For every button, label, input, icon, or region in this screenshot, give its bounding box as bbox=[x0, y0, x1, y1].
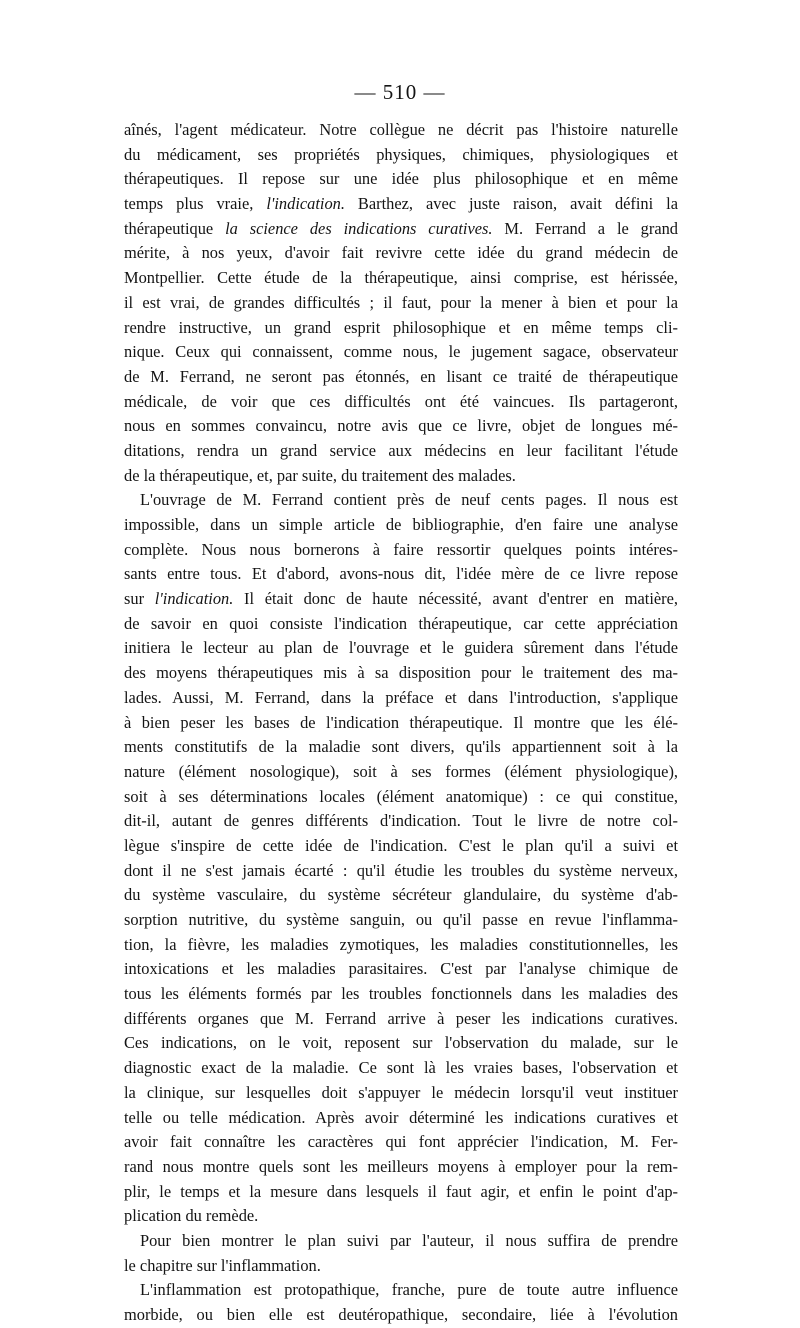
text-run: L'ouvrage de M. Ferrand contient près de neuf cents pages. Il nous est bbox=[140, 490, 678, 510]
text-run: impossible, dans un simple article de bibliographie, d'en faire une analyse bbox=[124, 515, 678, 534]
text-run: plication du remède. bbox=[124, 1206, 259, 1226]
text-line bbox=[124, 711, 678, 736]
text-run: thérapeutique bbox=[124, 218, 226, 238]
text-run: Barthez, avec juste raison, avait défini la bbox=[344, 194, 678, 214]
text-run: nique. Ceux qui connaissent, comme nous, le jugement sagace, observateur bbox=[124, 342, 678, 362]
text-line bbox=[124, 1155, 678, 1180]
text-run: sants entre tous. Et d'abord, avons-nous dit, l'idée mère de ce livre repose bbox=[124, 564, 678, 584]
text-line bbox=[124, 217, 678, 242]
text-run: avoir fait connaître les caractères qui font apprécier l'indication, M. Fer- bbox=[124, 1132, 678, 1152]
text-run: ditations, rendra un grand service aux médecins en leur facilitant l'étude bbox=[124, 440, 678, 460]
text-run: temps plus vraie, bbox=[124, 194, 267, 214]
text-line bbox=[124, 1007, 678, 1032]
text-line bbox=[124, 760, 678, 785]
text-run: ments constitutifs de la maladie sont divers, qu'ils appartiennent soit à la bbox=[124, 737, 678, 757]
text-run: du médicament, ses propriétés physiques, chimiques, physiologiques et bbox=[124, 144, 678, 164]
text-run: tous les éléments formés par les troubles fonctionnels dans les maladies des bbox=[124, 984, 678, 1004]
text-line bbox=[124, 587, 678, 612]
text-run: L'inflammation est protopathique, franche, pure de toute autre influence bbox=[140, 1280, 678, 1300]
text-line bbox=[124, 1180, 678, 1205]
text-run: plir, le temps et la mesure dans lesquels il faut agir, et enfin le point d'ap- bbox=[124, 1181, 678, 1201]
text-line bbox=[124, 1130, 678, 1155]
text-line bbox=[124, 167, 678, 192]
text-line bbox=[124, 390, 678, 415]
paragraph bbox=[124, 488, 678, 1229]
text-line bbox=[124, 834, 678, 859]
text-line bbox=[124, 982, 678, 1007]
text-run: diagnostic exact de la maladie. Ce sont là les vraies bases, l'observation et bbox=[124, 1058, 678, 1078]
text-line bbox=[124, 143, 678, 168]
text-line bbox=[124, 439, 678, 464]
text-run: tion, la fièvre, les maladies zymotiques, les maladies constitutionnelles, les bbox=[124, 934, 678, 954]
text-line bbox=[124, 1106, 678, 1131]
text-run: rand nous montre quels sont les meilleurs moyens à employer pour la rem- bbox=[124, 1156, 678, 1176]
text-run: dit-il, autant de genres différents d'indication. Tout le livre de notre col- bbox=[124, 811, 678, 831]
text-line bbox=[124, 1081, 678, 1106]
text-line bbox=[124, 933, 678, 958]
paragraph bbox=[124, 1278, 678, 1327]
text-run: lègue s'inspire de cette idée de l'indication. C'est le plan qu'il a suivi et bbox=[124, 835, 678, 855]
text-run: lades. Aussi, M. Ferrand, dans la préface et dans l'introduction, s'applique bbox=[124, 687, 678, 707]
text-line bbox=[124, 661, 678, 686]
text-line bbox=[124, 464, 678, 489]
text-line bbox=[124, 1254, 678, 1279]
text-line bbox=[124, 612, 678, 637]
text-line bbox=[124, 1031, 678, 1056]
text-line bbox=[124, 414, 678, 439]
text-line bbox=[124, 1056, 678, 1081]
text-run: morbide, ou bien elle est deutéropathique, secondaire, liée à l'évolution bbox=[124, 1305, 678, 1324]
text-run: M. Ferrand a le grand bbox=[492, 218, 678, 238]
text-line bbox=[124, 686, 678, 711]
text-line bbox=[124, 957, 678, 982]
body-text bbox=[124, 118, 678, 1328]
text-run: Il était donc de haute nécessité, avant d'entrer en matière, bbox=[233, 589, 678, 609]
text-run: sorption nutritive, du système sanguin, ou qu'il passe en revue l'inflamma- bbox=[124, 910, 678, 929]
italic-text-run: l'indication. bbox=[266, 194, 345, 214]
text-run: de la thérapeutique, et, par suite, du traitement des malades. bbox=[124, 465, 516, 485]
text-run: intoxications et les maladies parasitaires. C'est par l'analyse chimique de bbox=[124, 959, 678, 979]
text-line bbox=[124, 562, 678, 587]
text-line bbox=[124, 118, 678, 143]
text-line bbox=[124, 809, 678, 834]
text-run: nous en sommes convaincu, notre avis que ce livre, objet de longues mé- bbox=[124, 416, 678, 436]
text-run: Pour bien montrer le plan suivi par l'auteur, il nous suffira de prendre bbox=[140, 1230, 678, 1250]
text-line bbox=[124, 241, 678, 266]
text-line bbox=[124, 340, 678, 365]
text-run: à bien peser les bases de l'indication thérapeutique. Il montre que les élé- bbox=[124, 712, 678, 732]
paragraph bbox=[124, 118, 678, 488]
page-number: — 510 — bbox=[354, 80, 446, 104]
text-run: de savoir en quoi consiste l'indication thérapeutique, car cette appréciation bbox=[124, 613, 678, 633]
text-run: de M. Ferrand, ne seront pas étonnés, en lisant ce traité de thérapeutique bbox=[124, 366, 678, 386]
text-line bbox=[124, 488, 678, 513]
paragraph bbox=[124, 1229, 678, 1278]
text-run: nature (élément nosologique), soit à ses formes (élément physiologique), bbox=[124, 761, 678, 781]
text-line bbox=[124, 192, 678, 217]
text-line bbox=[124, 859, 678, 884]
text-run: sur bbox=[124, 589, 155, 609]
text-run: du système vasculaire, du système sécréteur glandulaire, du système d'ab- bbox=[124, 885, 678, 905]
text-run: telle ou telle médication. Après avoir déterminé les indications curatives et bbox=[124, 1107, 678, 1127]
text-line bbox=[124, 538, 678, 563]
text-run: soit à ses déterminations locales (élément anatomique) : ce qui constitue, bbox=[124, 786, 678, 806]
text-line bbox=[124, 785, 678, 810]
text-line bbox=[124, 365, 678, 390]
text-line bbox=[124, 316, 678, 341]
text-run: initiera le lecteur au plan de l'ouvrage et le guidera sûrement dans l'étude bbox=[124, 638, 678, 658]
text-line bbox=[124, 513, 678, 538]
text-run: mérite, à nos yeux, d'avoir fait revivre cette idée du grand médecin de bbox=[124, 243, 678, 263]
text-line bbox=[124, 1204, 678, 1229]
text-line bbox=[124, 735, 678, 760]
text-run: thérapeutiques. Il repose sur une idée plus philosophique et en même bbox=[124, 169, 678, 189]
text-run: la clinique, sur lesquelles doit s'appuyer le médecin lorsqu'il veut instituer bbox=[124, 1082, 678, 1102]
text-line bbox=[124, 883, 678, 908]
text-run: aînés, l'agent médicateur. Notre collègue ne décrit pas l'histoire naturelle bbox=[124, 120, 678, 139]
italic-text-run: la science des indications curatives. bbox=[225, 218, 493, 238]
text-run: complète. Nous nous bornerons à faire ressortir quelques points intéres- bbox=[124, 539, 678, 559]
text-line bbox=[124, 291, 678, 316]
text-line bbox=[124, 1278, 678, 1303]
text-line bbox=[124, 1229, 678, 1254]
text-run: dont il ne s'est jamais écarté : qu'il étudie les troubles du système nerveux, bbox=[124, 860, 678, 880]
text-run: rendre instructive, un grand esprit philosophique et en même temps cli- bbox=[124, 317, 678, 337]
text-line bbox=[124, 1303, 678, 1328]
text-run: Ces indications, on le voit, reposent sur l'observation du malade, sur le bbox=[124, 1033, 678, 1053]
text-run: différents organes que M. Ferrand arrive à peser les indications curatives. bbox=[124, 1008, 678, 1028]
text-run: il est vrai, de grandes difficultés ; il faut, pour la mener à bien et pour la bbox=[124, 292, 678, 312]
text-line bbox=[124, 266, 678, 291]
text-line bbox=[124, 908, 678, 933]
italic-text-run: l'indication. bbox=[154, 589, 234, 609]
text-line bbox=[124, 636, 678, 661]
text-run: le chapitre sur l'inflammation. bbox=[124, 1255, 321, 1275]
text-run: Montpellier. Cette étude de la thérapeutique, ainsi comprise, est hérissée, bbox=[124, 268, 678, 288]
text-run: médicale, de voir que ces difficultés ont été vaincues. Ils partageront, bbox=[124, 391, 678, 411]
text-run: des moyens thérapeutiques mis à sa disposition pour le traitement des ma- bbox=[124, 663, 678, 683]
